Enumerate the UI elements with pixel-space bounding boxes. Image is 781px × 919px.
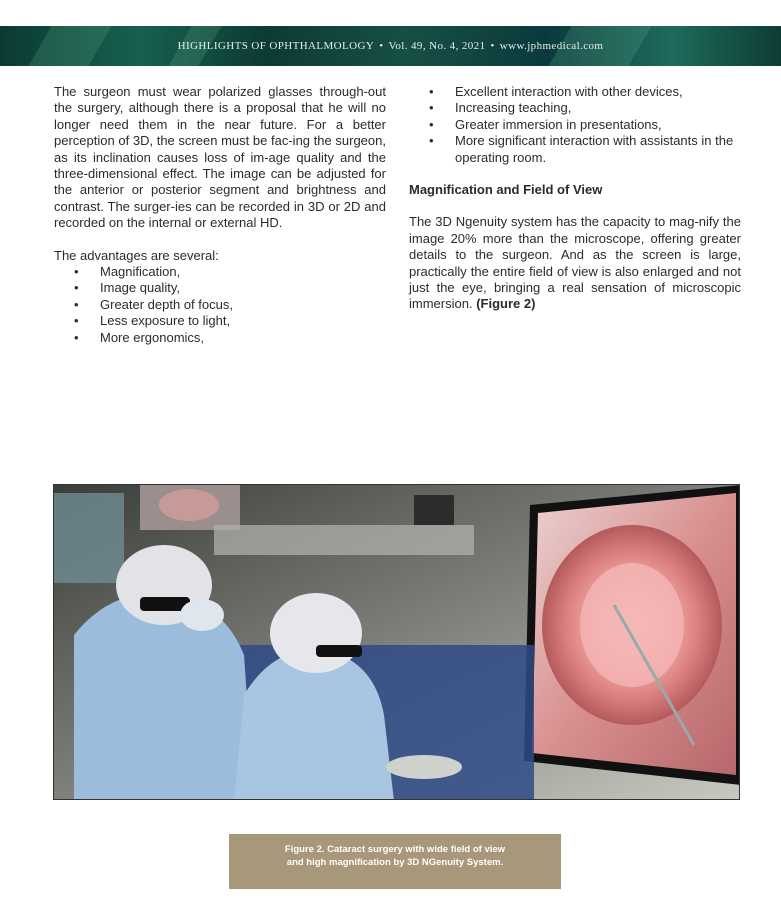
journal-name: HIGHLIGHTS OF OPHTHALMOLOGY [177, 40, 375, 52]
header-line [0, 26, 781, 66]
list-item: • Magnification, [74, 264, 386, 280]
advantages-list [74, 264, 386, 346]
section-heading: Magnification and Field of View [409, 182, 603, 198]
list-item: • Less exposure to light, [74, 313, 386, 329]
side-monitor [54, 493, 124, 583]
journal-volume: Vol. 49, No. 4, 2021 [388, 40, 486, 52]
surgeon-mask [180, 599, 224, 631]
right-column [409, 84, 741, 313]
list-item: • Increasing teaching, [429, 100, 741, 116]
surgery-photo-illustration [54, 485, 740, 800]
top-monitor-eye [159, 489, 219, 521]
caption-line-1: Figure 2. Cataract surgery with wide field of view [284, 844, 506, 855]
figure-photo [53, 484, 740, 800]
paragraph-polarized-glasses: The surgeon must wear polarized glasses through-out the surgery, although there is a proposal that he will no longer need them in the near future. For a better perception of 3D, the screen must be fac-ing the surgeon, as its inclination causes loss of im-age quality and the three-dimensional effect. The image can be adjusted for the anterior or posterior segment and brightness and contrast. The surger-ies can be recorded in 3D or 2D and recorded on the internal or external HD. [54, 84, 386, 231]
advantages-intro: The advantages are several: [54, 247, 219, 263]
equipment-panel [414, 495, 454, 525]
figure-caption [229, 834, 561, 889]
header-separator: • [379, 40, 384, 52]
header-separator: • [490, 40, 495, 52]
list-item: • More significant interaction with assistants in the operating room. [429, 133, 741, 166]
paragraph-magnification-text: The 3D Ngenuity system has the capacity to mag-nify the image 20% more than the microscope, offering greater details to the surgeon. And as the screen is large, practically the entire field of view is also enlarged and not just the eye, bringing a real sensation of microscopic immersion. [409, 214, 741, 312]
left-column [54, 84, 386, 346]
journal-header [0, 26, 781, 66]
list-item: • More ergonomics, [74, 330, 386, 346]
assistant-cap [270, 593, 362, 673]
list-item: • Greater immersion in presentations, [429, 117, 741, 133]
paragraph-magnification [409, 214, 741, 312]
pupil-on-screen [580, 563, 684, 687]
list-item: • Excellent interaction with other devices, [429, 84, 741, 100]
assistant-glasses [316, 645, 362, 657]
journal-url[interactable]: www.jphmedical.com [499, 40, 604, 52]
instrument-tray [386, 755, 462, 779]
figure-reference[interactable]: (Figure 2) [476, 296, 536, 312]
caption-line-2: and high magnification by 3D NGenuity System. [286, 856, 504, 868]
microscope-arm [214, 525, 474, 555]
list-item: • Greater depth of focus, [74, 297, 386, 313]
list-item: • Image quality, [74, 280, 386, 296]
advantages-list-continued [429, 84, 741, 166]
